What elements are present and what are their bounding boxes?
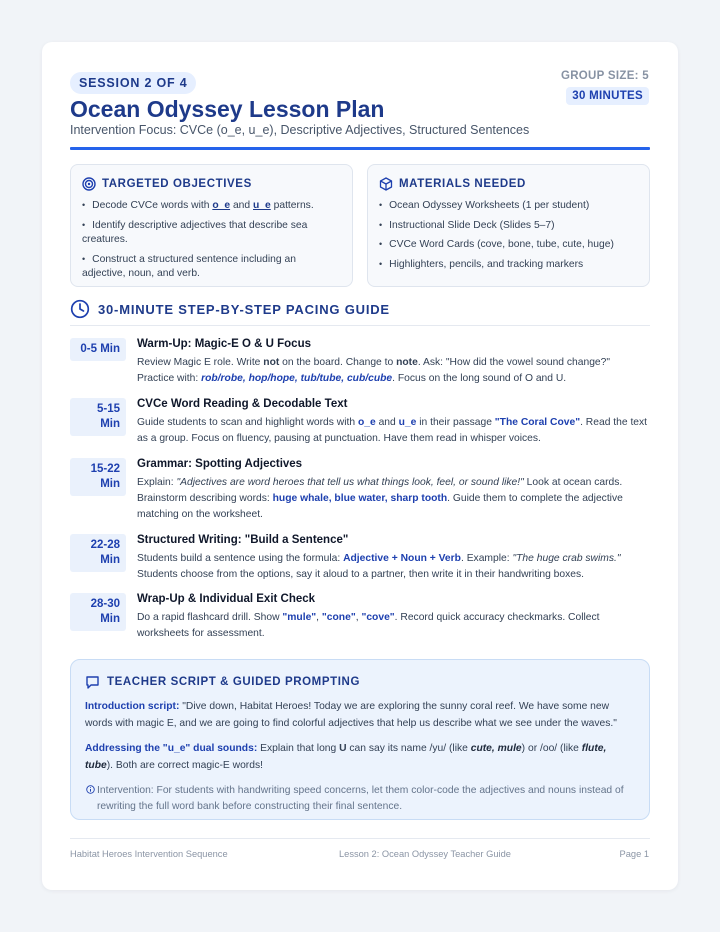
duration-badge: 30 MINUTES	[566, 87, 649, 105]
step-description: Guide students to scan and highlight words with o_e and u_e in their passage "The Coral Cove". Read the text as a group. Focus on fluency, pausing at punctuation. Have them read in whisper voices.	[137, 417, 648, 444]
group-size-label: GROUP SIZE: 5	[560, 70, 649, 82]
materials-heading	[379, 176, 638, 192]
step-time: 28-30 Min	[70, 593, 126, 631]
script-heading	[85, 674, 634, 690]
objective-item: • Decode CVCe words with o_e and u_e patterns.	[82, 198, 341, 214]
step-body	[137, 534, 650, 583]
page-subtitle: Intervention Focus: CVCe (o_e, u_e), Descriptive Adjectives, Structured Sentences	[70, 123, 530, 137]
step-description: Do a rapid flashcard drill. Show "mule", "cone", "cove". Record quick accuracy checkmarks. Collect worksheets for assessment.	[137, 612, 600, 639]
objective-item: • Construct a structured sentence including an adjective, noun, and verb.	[82, 252, 341, 282]
material-item: • Highlighters, pencils, and tracking markers	[379, 257, 638, 273]
page-title: Ocean Odyssey Lesson Plan	[70, 96, 385, 122]
step-time: 22-28 Min	[70, 534, 126, 572]
footer-center: Lesson 2: Ocean Odyssey Teacher Guide	[339, 849, 511, 859]
script-heading-text: TEACHER SCRIPT & GUIDED PROMPTING	[107, 676, 361, 688]
step-title: Warm-Up: Magic-E O & U Focus	[137, 338, 311, 350]
intervention-note	[85, 783, 634, 815]
step-description: Review Magic E role. Write not on the board. Change to note. Ask: "How did the vowel sound change?" Practice with: rob/robe, hop/hope, tub/tube, cub/cube. Focus on the long sound of O and U.	[137, 357, 611, 384]
step-time: 15-22 Min	[70, 458, 126, 496]
objectives-heading	[82, 176, 341, 192]
intervention-note-text: Intervention: For students with handwriting speed concerns, let them color-code the adjectives and nouns instead of rewriting the full word bank before constructing their final sentence.	[97, 785, 624, 812]
step-body	[137, 338, 650, 387]
target-icon	[82, 177, 96, 191]
teacher-script-card	[70, 659, 650, 820]
header-divider	[70, 147, 650, 150]
pacing-heading	[70, 299, 390, 319]
materials-list	[379, 198, 638, 272]
pacing-heading-text: 30-MINUTE STEP-BY-STEP PACING GUIDE	[98, 301, 390, 317]
step-body	[137, 398, 650, 447]
clock-icon	[70, 299, 90, 319]
step-body	[137, 458, 650, 523]
step-time: 0-5 Min	[70, 338, 126, 361]
footer-divider	[70, 838, 650, 839]
materials-card	[367, 164, 650, 287]
session-badge: SESSION 2 OF 4	[70, 72, 196, 94]
step-description: Students build a sentence using the formula: Adjective + Noun + Verb. Example: "The huge crab swims." Students choose from the options, say it aloud to a partner, then write it in their handwriting boxes.	[137, 553, 621, 580]
lesson-plan-page	[42, 42, 678, 890]
material-item: • Ocean Odyssey Worksheets (1 per student)	[379, 198, 638, 214]
step-body	[137, 593, 650, 642]
pacing-divider	[70, 325, 650, 326]
objectives-list	[82, 198, 341, 282]
dual-sounds-note: Addressing the "u_e" dual sounds: Explain that long U can say its name /yu/ (like cute, mule) or /oo/ (like flute, tube). Both are correct magic-E words!	[85, 743, 607, 771]
material-item: • Instructional Slide Deck (Slides 5–7)	[379, 218, 638, 234]
step-title: Grammar: Spotting Adjectives	[137, 458, 303, 470]
objectives-heading-text: TARGETED OBJECTIVES	[102, 178, 252, 190]
step-title: Structured Writing: "Build a Sentence"	[137, 534, 349, 546]
step-time: 5-15 Min	[70, 398, 126, 436]
footer-left: Habitat Heroes Intervention Sequence	[70, 849, 228, 859]
materials-heading-text: MATERIALS NEEDED	[399, 178, 526, 190]
intro-script: Introduction script: "Dive down, Habitat Heroes! Today we are exploring the sunny coral reef. We have some new words with magic E, and we are going to find colorful adjectives that help us describe what we see under the waves."	[85, 701, 617, 729]
step-description: Explain: "Adjectives are word heroes that tell us what things look, feel, or sound like!" Look at ocean cards. Brainstorm describing words: huge whale, blue water, sharp tooth. Guide them to complete the adjective matching on the worksheet.	[137, 477, 623, 520]
step-title: CVCe Word Reading & Decodable Text	[137, 398, 348, 410]
objectives-card	[70, 164, 353, 287]
chat-icon	[85, 675, 100, 690]
objective-item: • Identify descriptive adjectives that describe sea creatures.	[82, 218, 341, 248]
material-item: • CVCe Word Cards (cove, bone, tube, cute, huge)	[379, 237, 638, 253]
footer-page-number: Page 1	[619, 849, 649, 859]
box-icon	[379, 177, 393, 191]
info-icon	[85, 785, 96, 794]
step-title: Wrap-Up & Individual Exit Check	[137, 593, 316, 605]
